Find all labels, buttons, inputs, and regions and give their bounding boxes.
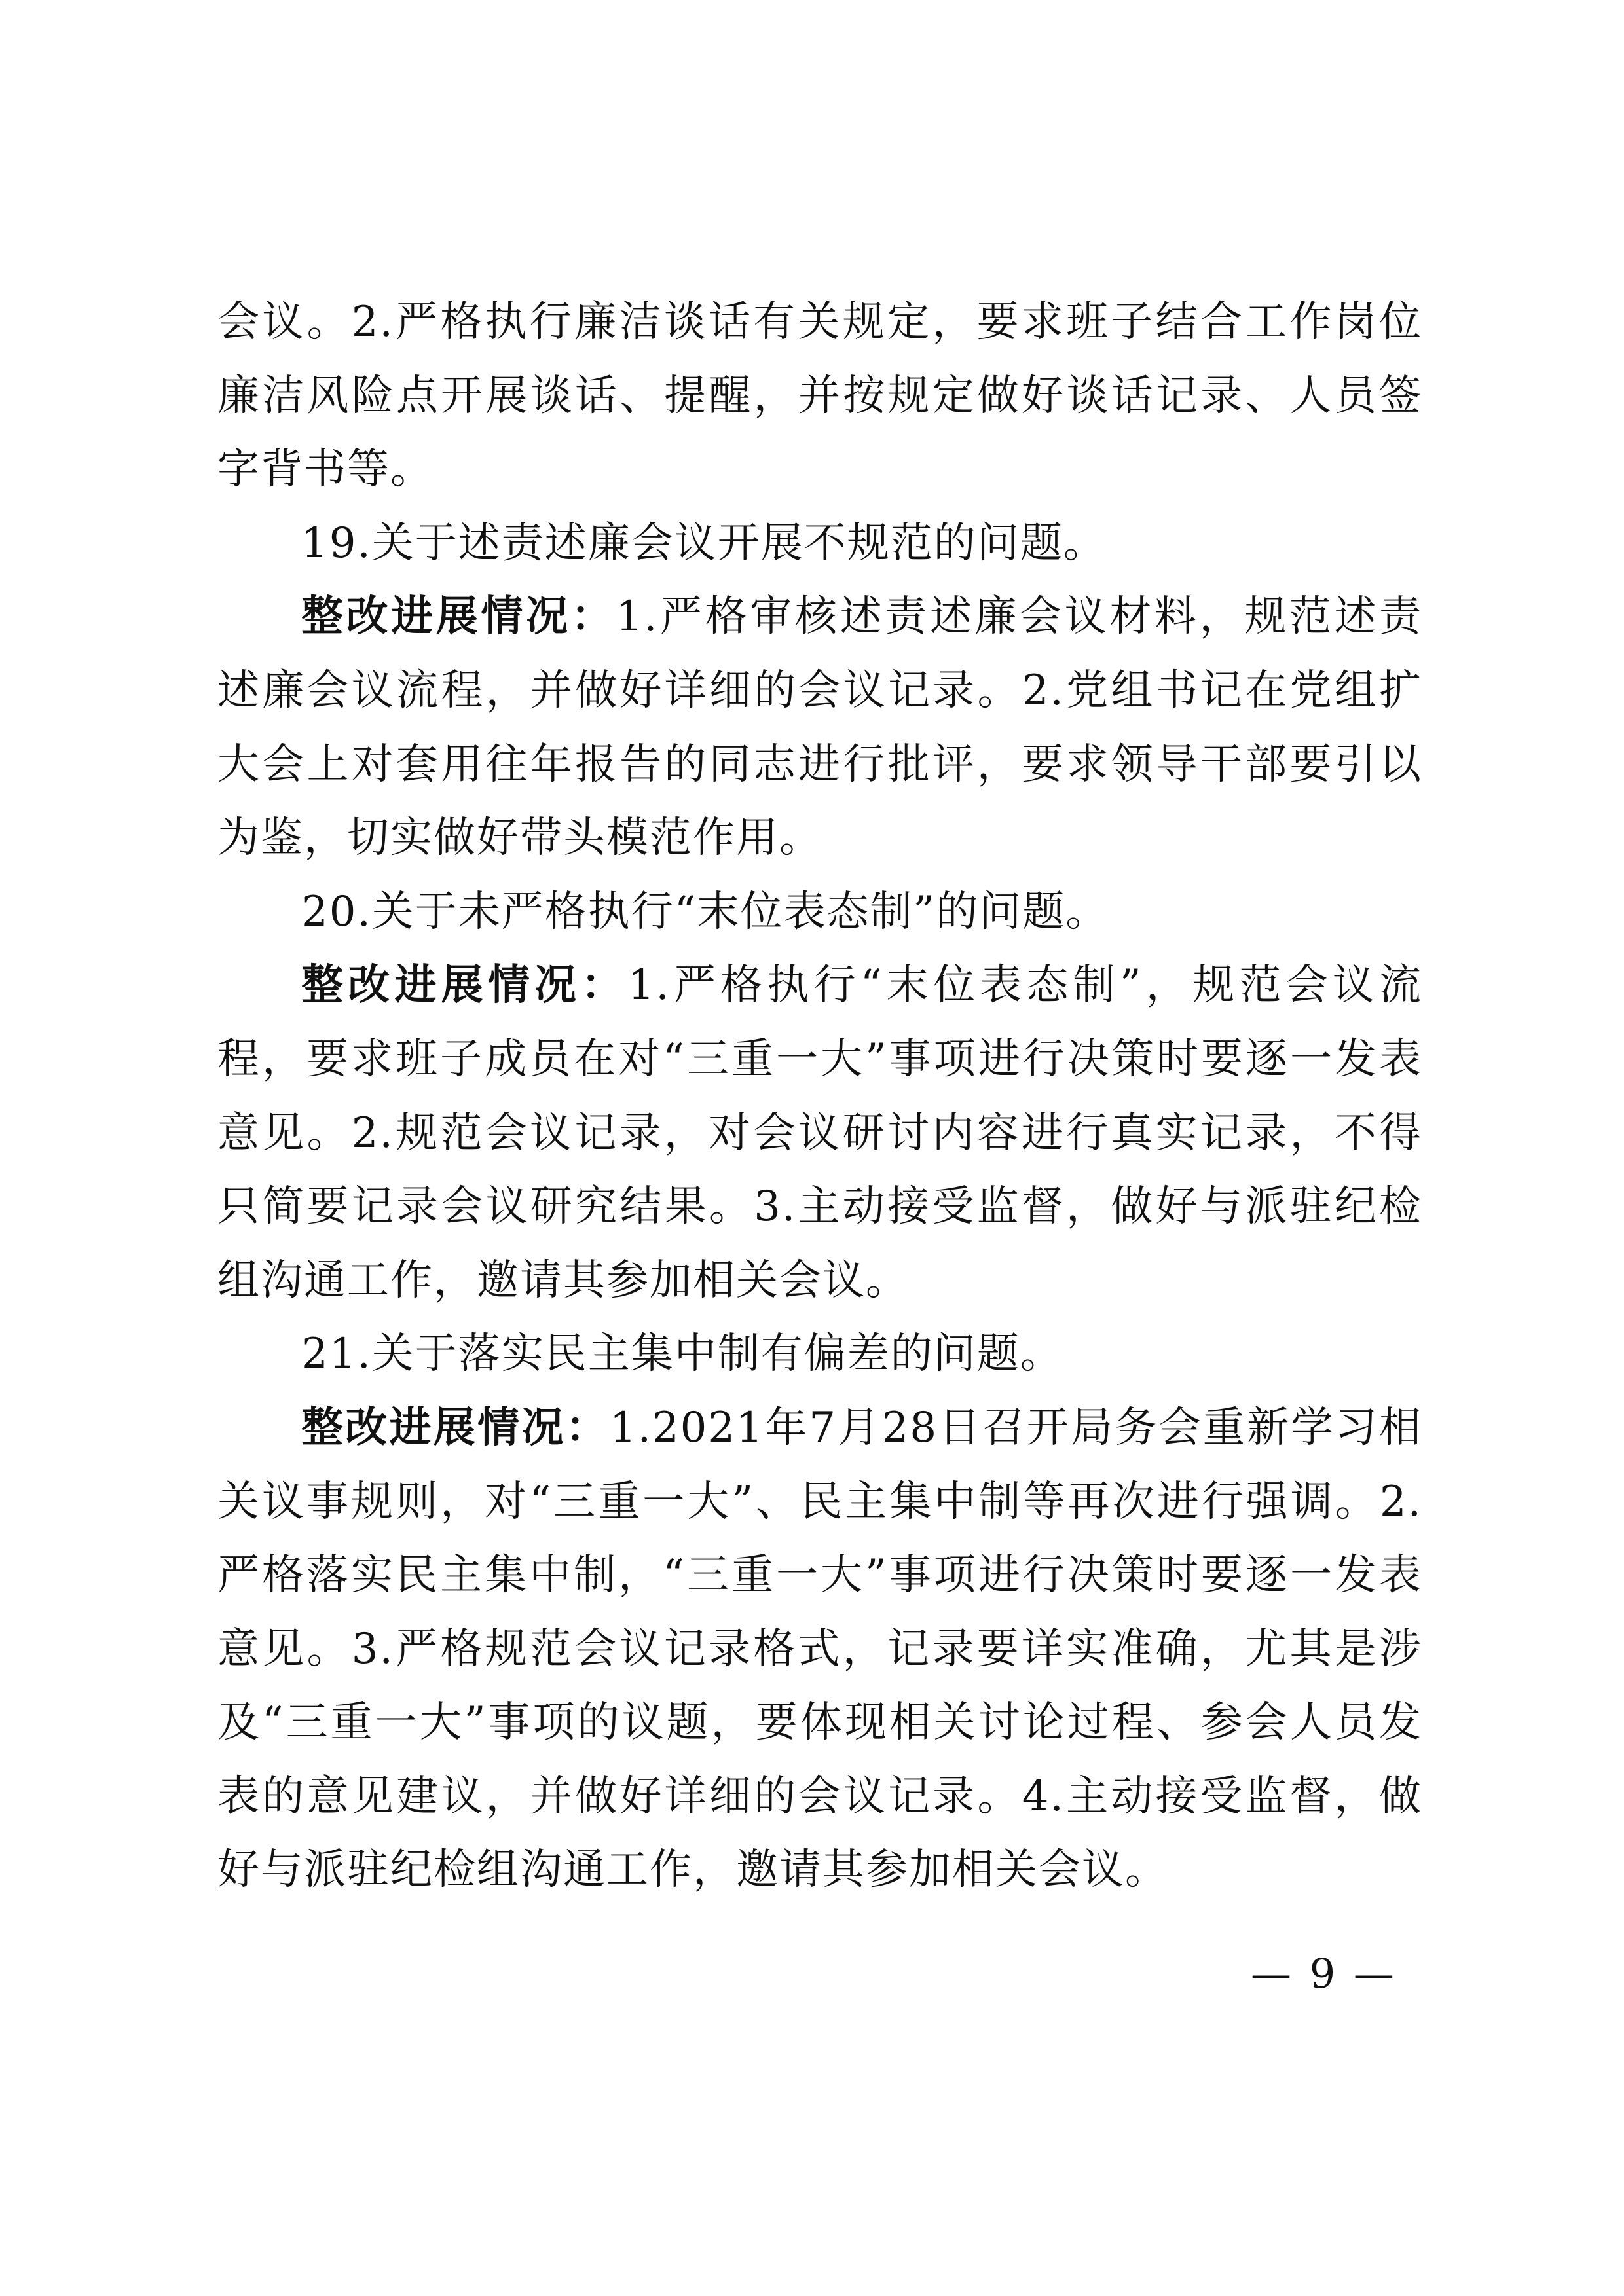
continuation-paragraph: 会议。2.严格执行廉洁谈话有关规定，要求班子结合工作岗位廉洁风险点开展谈话、提醒，并按规定做好谈话记录、人员签字背书等。 [217,298,1422,494]
section-heading-21: 21.关于落实民主集中制有偏差的问题。 [301,1330,1063,1379]
progress-lead-label: 整改进展情况： [301,960,628,1010]
progress-paragraph-20 [217,949,1422,1317]
progress-text: 1.2021年7月28日召开局务会重新学习相关议事规则，对“三重一大”、民主集中制等再次进行强调。2.严格落实民主集中制，“三重一大”事项进行决策时要逐一发表意见。3.严格规范会议记录格式，记录要详实准确，尤其是涉及“三重一大”事项的议题，要体现相关讨论过程、参会人员发表的意见建议，并做好详细的会议记录。4.主动接受监督，做好与派驻纪检组沟通工作，邀请其参加相关会议。 [217,1403,1423,1895]
progress-lead-label: 整改进展情况： [301,1402,610,1452]
progress-text: 1.严格审核述责述廉会议材料，规范述责述廉会议流程，并做好详细的会议记录。2.党组书记在党组扩大会上对套用往年报告的同志进行批评，要求领导干部要引以为鉴，切实做好带头模范作用。 [217,592,1423,863]
progress-paragraph-19 [217,580,1422,875]
document-body [217,285,1422,1907]
progress-text: 1.严格执行“末位表态制”，规范会议流程，要求班子成员在对“三重一大”事项进行决策时要逐一发表意见。2.规范会议记录，对会议研讨内容进行真实记录，不得只简要记录会议研究结果。3.主动接受监督，做好与派驻纪检组沟通工作，邀请其参加相关会议。 [217,961,1423,1305]
progress-paragraph-21 [217,1391,1422,1907]
section-heading-19: 19.关于述责述廉会议开展不规范的问题。 [301,519,1107,568]
progress-lead-label: 整改进展情况： [301,592,616,642]
page-number: — 9 — [1251,1950,1397,1997]
section-heading-20: 20.关于未严格执行“末位表态制”的问题。 [301,887,1109,936]
